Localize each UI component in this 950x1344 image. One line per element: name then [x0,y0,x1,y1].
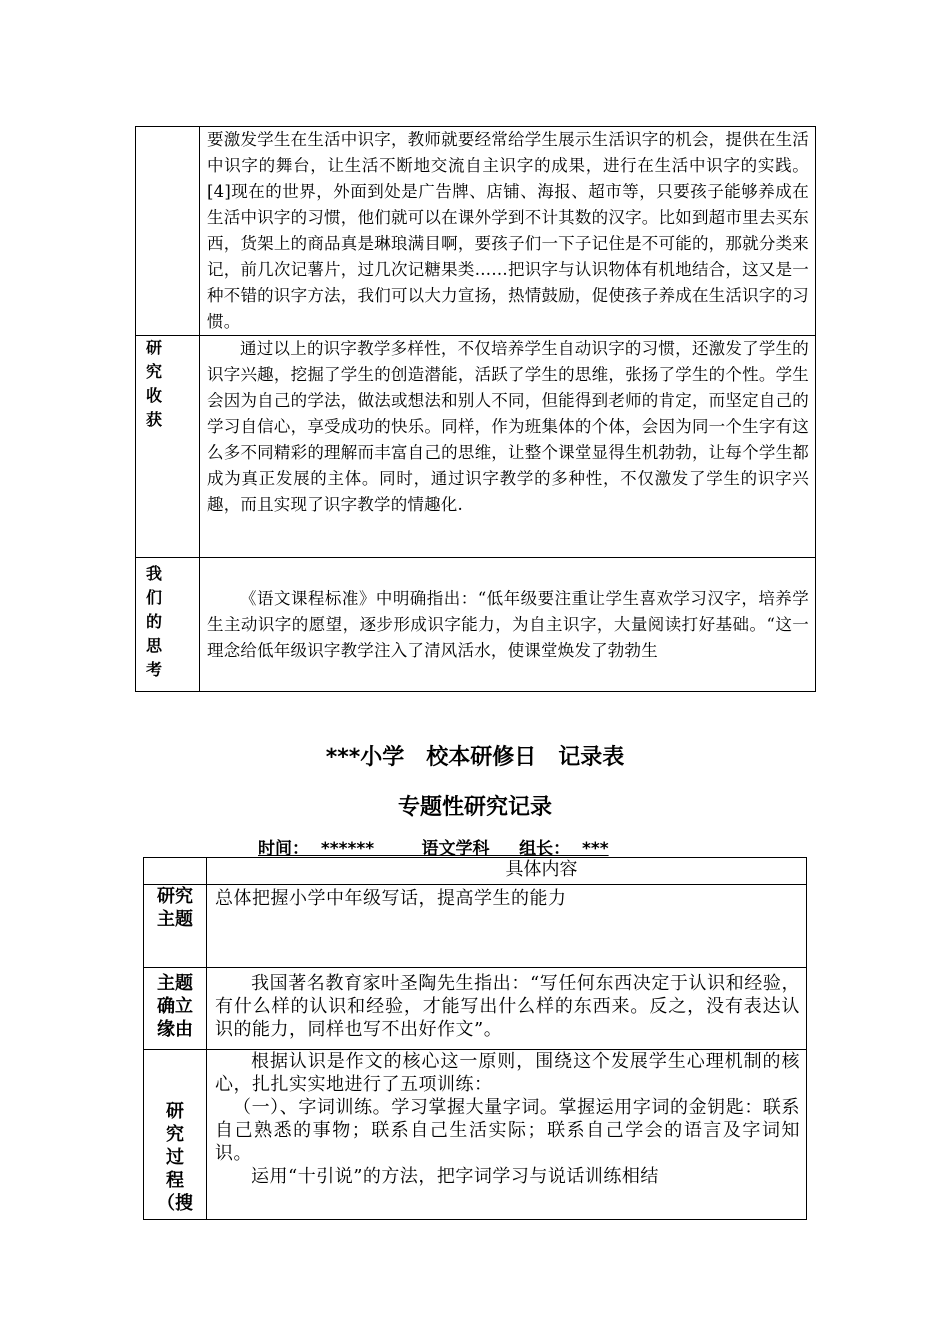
process-paragraph: 运用“十引说”的方法，把字词学习与说话训练相结 [251,1166,659,1187]
page-subtitle: 专题性研究记录 [397,795,552,820]
process-paragraph: （一）、字词训练。学习掌握大量字词。掌握运用字词的金钥匙：联系自己熟悉的事物；联系自己生活实际；联系自己学会的语言及字词知识。 [215,1097,800,1164]
research-table-continued [135,126,816,692]
row-label-research-process: 研 究 过 程 （搜 [144,1050,207,1220]
header-empty-cell [144,858,207,885]
research-process-cell [207,1050,807,1220]
topic-research-table [143,857,807,1220]
topic-reason-text: 我国著名教育家叶圣陶先生指出：“写任何东西决定于认识和经验，有什么样的认识和经验，才能写出什么样的东西来。反之，没有表达认识的能力，同样也写不出好作文”。 [207,968,807,1050]
row-label-research-topic: 研究 主题 [144,885,207,968]
row-label-research-results: 研 究 收 获 [136,336,200,558]
row-label-empty [136,127,200,336]
row-label-topic-reason: 主题 确立 缘由 [144,968,207,1050]
research-results-paragraph: 通过以上的识字教学多样性，不仅培养学生自动识字的习惯，还激发了学生的识字兴趣，挖掘了学生的创造潜能，活跃了学生的思维，张扬了学生的个性。学生会因为自己的学法，做法或想法和别人不同，但能得到老师的肯定，而坚定自己的学习自信心，享受成功的快乐。同样，作为班集体的个体，会因为同一个生字有这么多不同精彩的理解而丰富自己的思维，让整个课堂显得生机勃勃，让每个学生都成为真正发展的主体。同时，通过识字教学的多种性，不仅激发了学生的识字兴趣，而且实现了识字教学的情趣化. [200,336,816,558]
research-topic-text: 总体把握小学中年级写话，提高学生的能力 [207,885,807,968]
page-title: ***小学 校本研修日 记录表 [325,745,625,770]
header-specific-content: 具体内容 [207,858,807,885]
process-paragraph: 根据认识是作文的核心这一原则，围绕这个发展学生心理机制的核心，扎扎实实地进行了五项训练： [215,1051,800,1095]
our-thoughts-paragraph: 《语文课程标准》中明确指出：“低年级要注重让学生喜欢学习汉字，培养学生主动识字的愿望，逐步形成识字能力，为自主识字，大量阅读打好基础。“这一理念给低年级识字教学注入了清风活水，使课堂焕发了勃勃生 [200,558,816,692]
record-meta-line: 时间： ****** 语文学科 组长： *** [258,839,609,859]
life-literacy-paragraph: 要激发学生在生活中识字，教师就要经常给学生展示生活识字的机会，提供在生活中识字的舞台，让生活不断地交流自主识字的成果，进行在生活中识字的实践。[4]现在的世界，外面到处是广告牌、店铺、海报、超市等，只要孩子能够养成在生活中识字的习惯，他们就可以在课外学到不计其数的汉字。比如到超市里去买东西，货架上的商品真是琳琅满目啊，要孩子们一下子记住是不可能的，那就分类来记，前几次记薯片，过几次记糖果类……把识字与认识物体有机地结合，这又是一种不错的识字方法，我们可以大力宣扬，热情鼓励，促使孩子养成在生活识字的习惯。 [200,127,816,336]
row-label-our-thoughts: 我 们 的 思 考 [136,558,200,692]
